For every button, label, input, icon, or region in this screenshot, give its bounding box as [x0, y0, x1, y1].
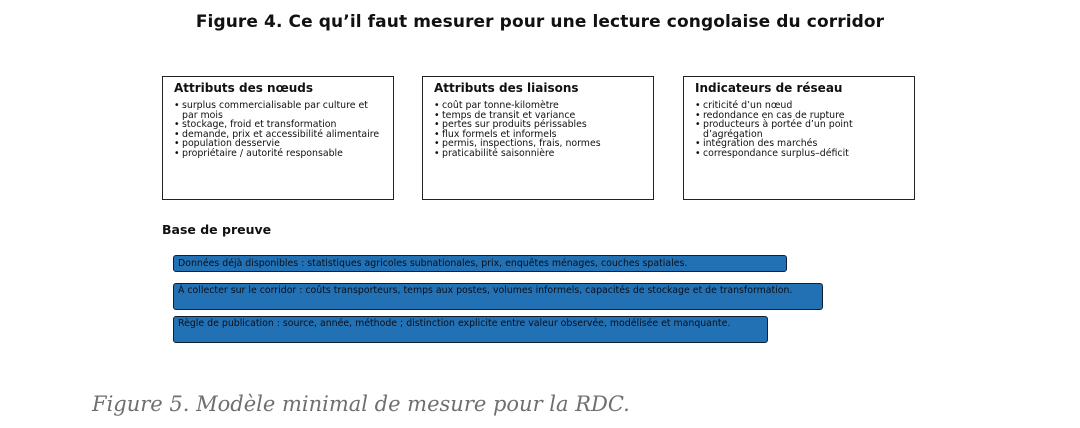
evidence-box-to-collect: À collecter sur le corridor : coûts transporteurs, temps aux postes, volumes informels, capacités de stockage et de transformation. — [173, 283, 823, 310]
list-item: • correspondance surplus–déficit — [695, 149, 904, 159]
list-item: • pertes sur produits périssables — [434, 120, 643, 130]
figure-title: Figure 4. Ce qu’il faut mesurer pour une lecture congolaise du corridor — [195, 12, 885, 32]
list-item: • stockage, froid et transformation — [174, 120, 383, 130]
evidence-box-available-data: Données déjà disponibles : statistiques agricoles subnationales, prix, enquêtes ménages, couches spatiales. — [173, 255, 787, 272]
list-item: • producteurs à portée d’un point d’agrégation — [695, 120, 904, 139]
panel-network-indicators — [683, 76, 915, 200]
evidence-section-title: Base de preuve — [162, 222, 272, 237]
list-item: • permis, inspections, frais, normes — [434, 139, 643, 149]
panel-title: Indicateurs de réseau — [695, 81, 843, 95]
list-item: • population desservie — [174, 139, 383, 149]
figure-caption: Figure 5. Modèle minimal de mesure pour la RDC. — [92, 392, 630, 416]
list-item: • redondance en cas de rupture — [695, 111, 904, 121]
list-item: • temps de transit et variance — [434, 111, 643, 121]
panel-title: Attributs des nœuds — [174, 81, 313, 95]
list-item: • surplus commercialisable par culture et par mois — [174, 101, 383, 120]
panel-link-attributes — [422, 76, 654, 200]
evidence-box-publication-rule: Règle de publication : source, année, méthode ; distinction explicite entre valeur observée, modélisée et manquante. — [173, 316, 768, 343]
panel-title: Attributs des liaisons — [434, 81, 579, 95]
list-item: • flux formels et informels — [434, 130, 643, 140]
panel-list — [174, 101, 383, 159]
list-item: • praticabilité saisonnière — [434, 149, 643, 159]
list-item: • coût par tonne-kilomètre — [434, 101, 643, 111]
list-item: • criticité d’un nœud — [695, 101, 904, 111]
panel-list — [434, 101, 643, 159]
list-item: • demande, prix et accessibilité alimentaire — [174, 130, 383, 140]
list-item: • intégration des marchés — [695, 139, 904, 149]
list-item: • propriétaire / autorité responsable — [174, 149, 383, 159]
panel-list — [695, 101, 904, 159]
panel-node-attributes — [162, 76, 394, 200]
